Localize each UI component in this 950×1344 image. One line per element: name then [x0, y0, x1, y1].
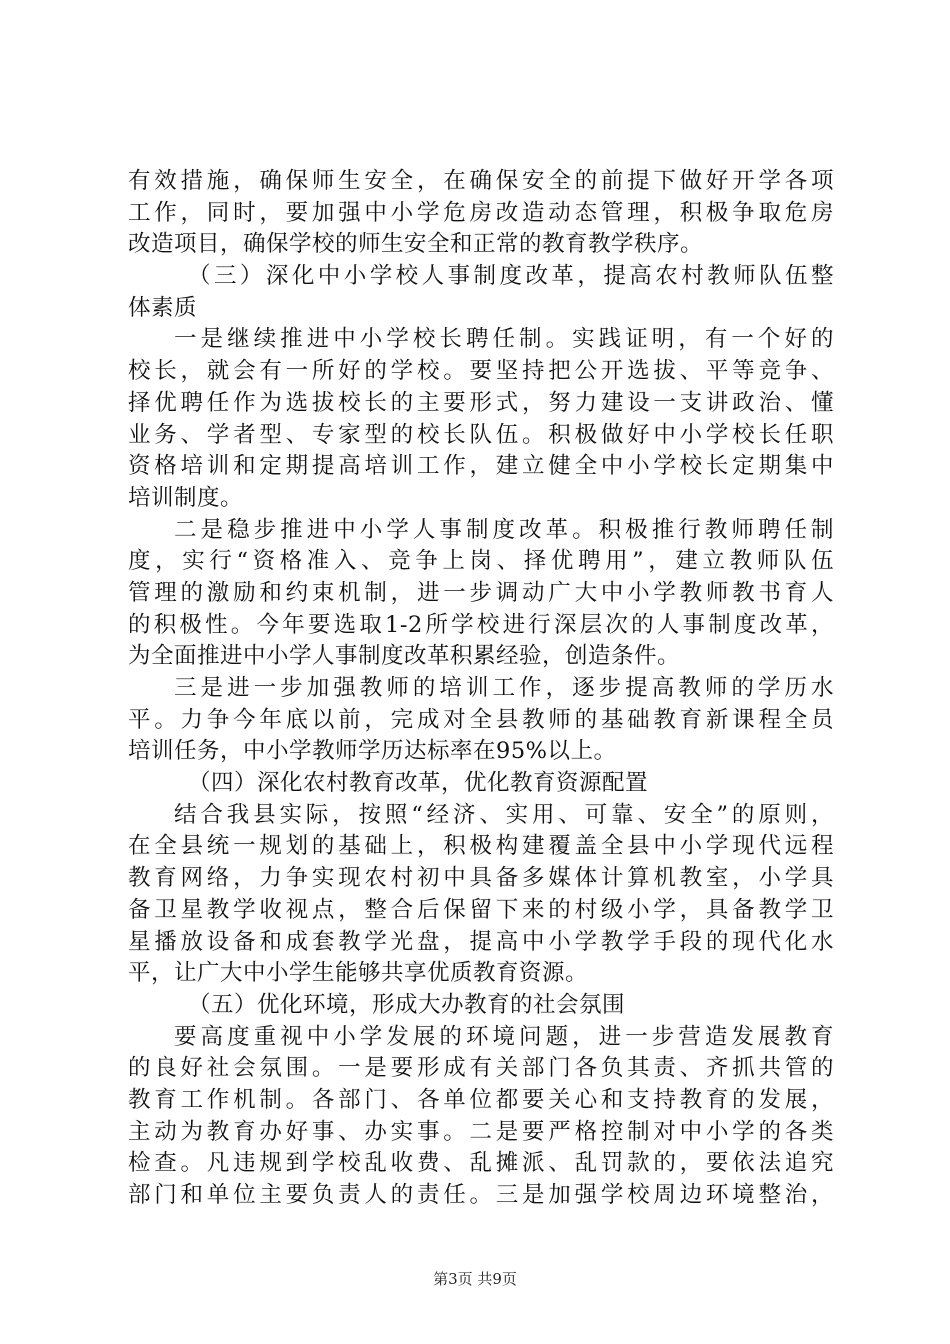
text-line: 资格培训和定期提高培训工作，建立健全中小学校长定期集中	[128, 453, 834, 480]
text-line: 二是稳步推进中小学人事制度改革。积极推行教师聘任制	[174, 516, 834, 543]
text-line: 检查。凡违规到学校乱收费、乱摊派、乱罚款的，要依法追究	[128, 1150, 834, 1177]
text-line: 教育网络，力争实现农村初中具备多媒体计算机教室，小学具	[128, 865, 834, 892]
text-line: 校长，就会有一所好的学校。要坚持把公开选拔、平等竞争、	[128, 358, 834, 385]
section-heading-3-cont: 体素质	[128, 294, 198, 321]
text-line: 一是继续推进中小学校长聘任制。实践证明，有一个好的	[174, 326, 834, 353]
section-heading-3: （三）深化中小学校人事制度改革，提高农村教师队伍整	[188, 263, 834, 290]
section-heading-4: （四）深化农村教育改革，优化教育资源配置	[188, 770, 649, 797]
text-line: 择优聘任作为选拔校长的主要形式，努力建设一支讲政治、懂	[128, 389, 834, 416]
text-line: 星播放设备和成套教学光盘，提高中小学教学手段的现代化水	[128, 928, 834, 955]
body-text	[128, 166, 834, 1212]
text-line: 要高度重视中小学发展的环境问题，进一步营造发展教育	[174, 1023, 834, 1050]
page-number-footer: 第3页 共9页	[433, 1270, 517, 1288]
text-line: 主动为教育办好事、办实事。二是要严格控制对中小学的各类	[128, 1118, 834, 1145]
text-line: 结合我县实际，按照“经济、实用、可靠、安全”的原则，	[174, 801, 834, 828]
text-line: 培训制度。	[128, 484, 244, 511]
section-heading-5: （五）优化环境，形成大办教育的社会氛围	[188, 991, 626, 1018]
text-line: 管理的激励和约束机制，进一步调动广大中小学教师教书育人	[128, 579, 834, 606]
text-line: 有效措施，确保师生安全，在确保安全的前提下做好开学各项	[128, 168, 834, 194]
text-line: 在全县统一规划的基础上，积极构建覆盖全县中小学现代远程	[128, 833, 834, 860]
text-line: 备卫星教学收视点，整合后保留下来的村级小学，具备教学卫	[128, 896, 834, 923]
text-line: 平。力争今年底以前，完成对全县教师的基础教育新课程全员	[128, 706, 834, 733]
text-line: 的积极性。今年要选取1-2所学校进行深层次的人事制度改革，	[128, 611, 834, 638]
text-line: 工作，同时，要加强中小学危房改造动态管理，积极争取危房	[128, 199, 834, 226]
text-line: 教育工作机制。各部门、各单位都要关心和支持教育的发展，	[128, 1086, 834, 1113]
text-line: 为全面推进中小学人事制度改革积累经验，创造条件。	[128, 643, 681, 670]
text-line: 部门和单位主要负责人的责任。三是加强学校周边环境整治，	[128, 1182, 834, 1208]
text-line: 业务、学者型、专家型的校长队伍。积极做好中小学校长任职	[128, 421, 834, 448]
text-line: 培训任务，中小学教师学历达标率在95%以上。	[128, 738, 617, 765]
text-line: 平，让广大中小学生能够共享优质教育资源。	[128, 960, 589, 987]
text-line: 改造项目，确保学校的师生安全和正常的教育教学秩序。	[128, 231, 704, 258]
text-line: 三是进一步加强教师的培训工作，逐步提高教师的学历水	[174, 675, 834, 701]
text-line: 的良好社会氛围。一是要形成有关部门各负其责、齐抓共管的	[128, 1055, 834, 1082]
text-line: 度，实行“资格准入、竞争上岗、择优聘用”，建立教师队伍	[128, 548, 834, 575]
